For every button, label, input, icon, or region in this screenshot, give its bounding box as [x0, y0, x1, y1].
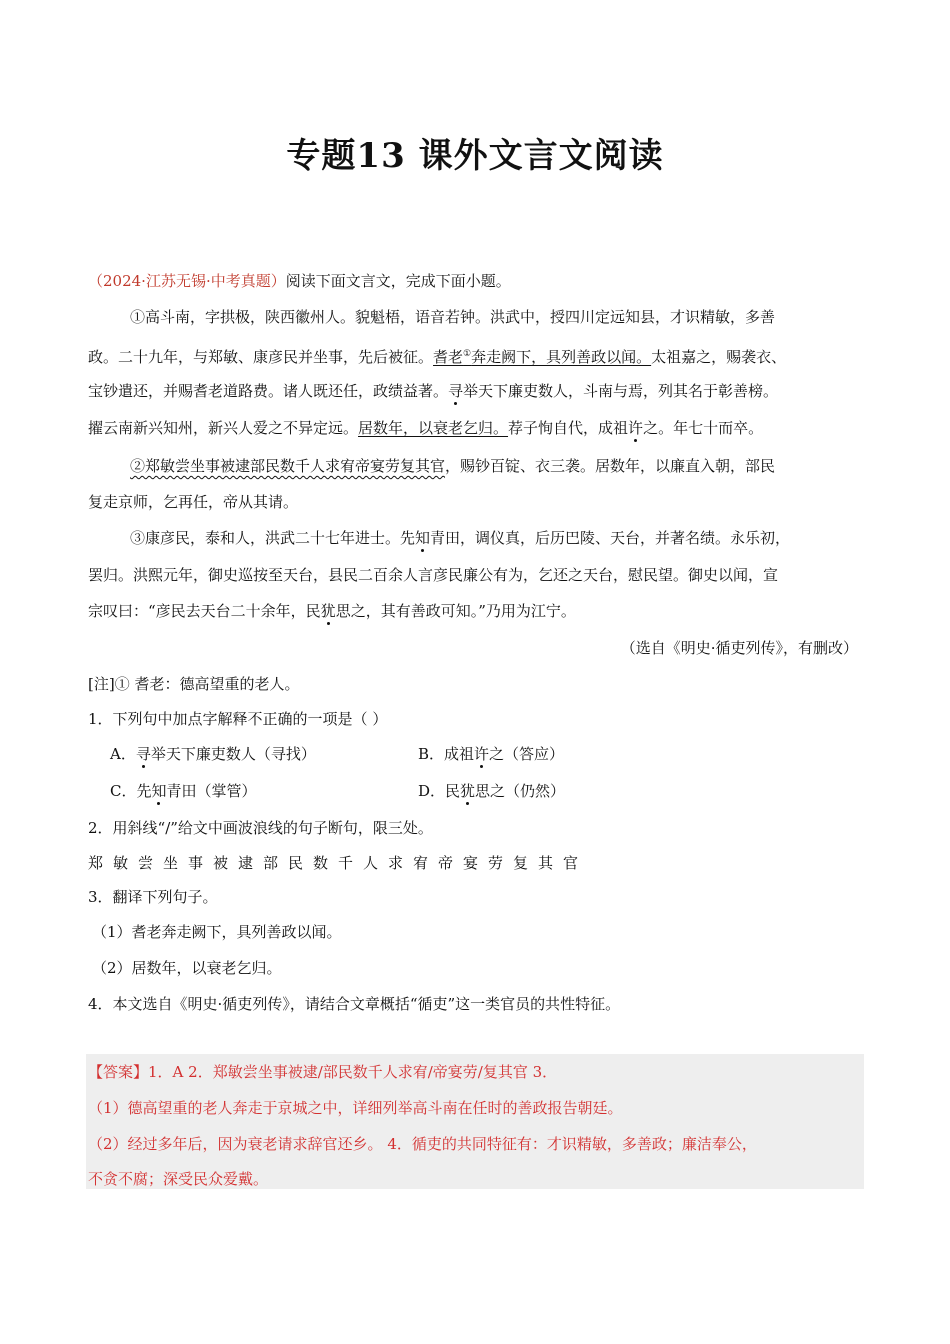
question-2-sentence: 郑 敏 尝 坐 事 被 逮 部 民 数 千 人 求 宥 帝 宴 劳 复 其 官 — [88, 854, 579, 872]
passage-text: 宗叹曰：“彦民去天台二十余年，民 — [88, 602, 321, 620]
passage-text: 荐子恂自代，成祖 — [508, 419, 629, 437]
wavy-sentence: ②郑敏尝坐事被逮部民数千人求宥帝宴劳复其官 — [130, 457, 446, 475]
question-1-stem: 1．下列句中加点字解释不正确的一项是（ ） — [88, 710, 388, 728]
option-a: A．寻举天下廉吏数人（寻找） — [110, 745, 316, 763]
passage-p3-line2 — [88, 564, 778, 586]
option-d: D．民犹思之（仍然） — [418, 782, 566, 800]
passage-p2-line1 — [130, 455, 775, 477]
passage-text: 青田，调仪真，后历巴陵、天台，并著名绩。永乐初， — [430, 529, 791, 547]
question-3-sub-2: （2）居数年，以衰老乞归。 — [92, 959, 282, 977]
answer-line-4: 不贪不腐；深受民众爱戴。 — [88, 1170, 269, 1188]
dotted-char: 犹 — [320, 602, 336, 620]
passage-text: 思之，其有善政可知。”乃用为江宁。 — [335, 602, 576, 620]
intro-text: 阅读下面文言文，完成下面小题。 — [285, 272, 511, 290]
dotted-char: 寻 — [135, 745, 151, 763]
footnote: [注]① 耆老：德高望重的老人。 — [88, 675, 300, 693]
passage-p2-line2 — [88, 491, 298, 513]
dotted-char: 许 — [628, 419, 644, 437]
underlined-sentence-2: 居数年，以衰老乞归。 — [358, 419, 509, 437]
dotted-char: 犹 — [460, 782, 476, 800]
answer-line-1: 【答案】1．A 2．郑敏尝坐事被逮/部民数千人求宥/帝宴劳/复其官 3． — [88, 1063, 558, 1081]
passage-text: ，赐钞百锭、衣三袭。居数年，以廉直入朝，部民 — [445, 457, 776, 475]
dotted-char: 知 — [151, 782, 167, 800]
passage-p1-line3 — [88, 380, 778, 402]
question-3-stem: 3．翻译下列句子。 — [88, 888, 218, 906]
question-4-stem: 4．本文选自《明史·循吏列传》，请结合文章概括“循吏”这一类官员的共性特征。 — [88, 995, 621, 1013]
passage-text: 政。二十九年，与郑敏、康彦民并坐事，先后被征。 — [88, 348, 434, 366]
footnote-marker: ① — [463, 349, 472, 359]
dotted-char: 许 — [474, 745, 490, 763]
passage-text: 擢云南新兴知州，新兴人爱之不异定远。 — [88, 419, 359, 437]
option-b: B．成祖许之（答应） — [418, 745, 565, 763]
passage-text: 复走京师，乞再任，帝从其请。 — [88, 493, 299, 511]
passage-text: 之。年七十而卒。 — [643, 419, 764, 437]
source-note: （选自《明史·循吏列传》，有删改） — [620, 639, 858, 657]
question-3-sub-1: （1）耆老奔走阙下，具列善政以闻。 — [92, 923, 342, 941]
source-tag: （2024·江苏无锡·中考真题） — [88, 272, 286, 290]
question-2-stem: 2．用斜线“/”给文中画波浪线的句子断句，限三处。 — [88, 819, 433, 837]
answer-line-2: （1）德高望重的老人奔走于京城之中，详细列举高斗南在任时的善政报告朝廷。 — [88, 1099, 623, 1117]
passage-p1-line4 — [88, 417, 763, 439]
passage-text: 罢归。洪熙元年，御史巡按至天台，县民二百余人言彦民廉公有为，乞还之天台，慰民望。御史以闻，宣 — [88, 566, 779, 584]
page-title: 专题13 课外文言文阅读 — [286, 136, 664, 176]
passage-p3-line3 — [88, 600, 576, 622]
passage-p1-line1 — [130, 306, 856, 328]
answer-line-3: （2）经过多年后，因为衰老请求辞官还乡。 4．循吏的共同特征有：才识精敏，多善政；廉洁奉公， — [88, 1135, 757, 1153]
underlined-sentence-1: 耆老①奔走阙下，具列善政以闻。 — [433, 348, 652, 366]
passage-text: 宝钞遣还，并赐耆老道路费。诸人既还任，政绩益著。 — [88, 382, 449, 400]
intro-line — [88, 270, 511, 292]
dotted-char: 寻 — [448, 382, 464, 400]
dotted-char: 知 — [415, 529, 431, 547]
passage-text: 太祖嘉之，赐袭衣、 — [651, 348, 787, 366]
passage-p1-line2 — [88, 343, 786, 368]
passage-text: 举天下廉吏数人，斗南与焉，列其名于彰善榜。 — [463, 382, 779, 400]
passage-text: ③康彦民，泰和人，洪武二十七年进士。先 — [130, 529, 416, 547]
option-c: C．先知青田（掌管） — [110, 782, 257, 800]
passage-p3-line1 — [130, 527, 790, 549]
passage-text: ①高斗南，字拱极，陕西徽州人。貌魁梧，语音若钟。洪武中，授四川定远知县，才识精敏，多善 — [130, 308, 776, 326]
